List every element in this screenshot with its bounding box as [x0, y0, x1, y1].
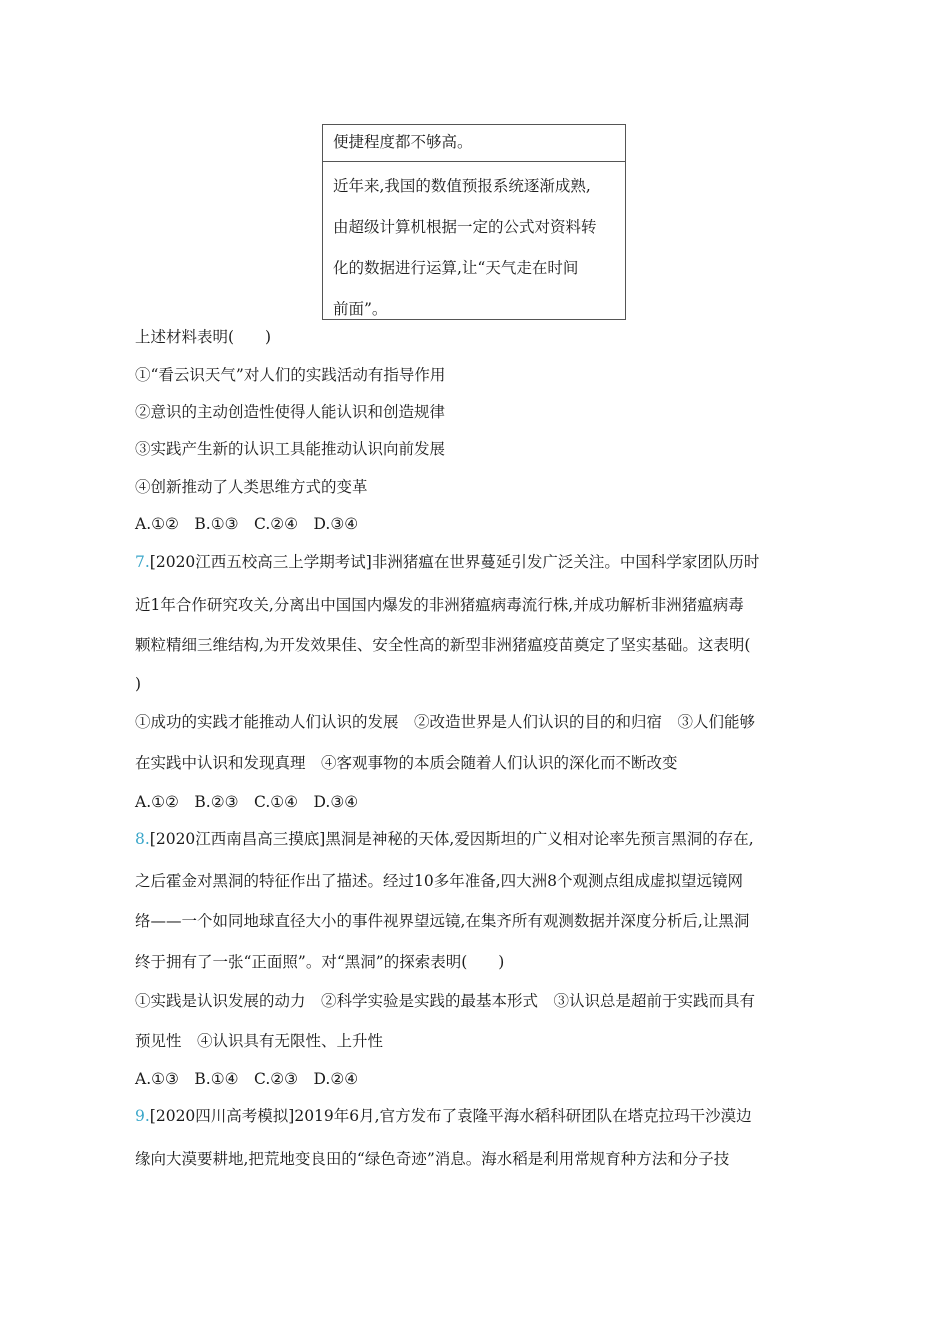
table-row-2-line: 由超级计算机根据一定的公式对资料转	[333, 218, 597, 236]
table-row-1: 便捷程度都不够高。	[323, 125, 625, 162]
q6-option-2: ②意识的主动创造性使得人能认识和创造规律	[135, 403, 446, 421]
q8-line-3: 络——一个如同地球直径大小的事件视界望远镜,在集齐所有观测数据并深度分析后,让黑洞	[135, 912, 750, 930]
q8-text: [2020江西南昌高三摸底]黑洞是神秘的天体,爱因斯坦的广义相对论率先预言黑洞的存在,	[149, 830, 754, 848]
q8-line-2: 之后霍金对黑洞的特征作出了描述。经过10多年准备,四大洲8个观测点组成虚拟望远镜网	[135, 872, 744, 890]
q8-options-2: 预见性 ④认识具有无限性、上升性	[135, 1032, 384, 1050]
q7-options-2: 在实践中认识和发现真理 ④客观事物的本质会随着人们认识的深化而不断改变	[135, 754, 678, 772]
q7-answers: A.①② B.②③ C.①④ D.③④	[135, 793, 359, 811]
material-table	[322, 124, 626, 320]
q8-answers: A.①③ B.①④ C.②③ D.②④	[135, 1070, 359, 1088]
q7-line-2: 近1年合作研究攻关,分离出中国国内爆发的非洲猪瘟病毒流行株,并成功解析非洲猪瘟病毒	[135, 596, 744, 614]
q9-number: 9.	[135, 1107, 150, 1125]
table-row-2-line: 前面”。	[333, 300, 388, 318]
q6-option-3: ③实践产生新的认识工具能推动认识向前发展	[135, 440, 446, 458]
q9-line-1	[135, 1105, 752, 1127]
q6-option-4: ④创新推动了人类思维方式的变革	[135, 478, 368, 496]
q6-stem: 上述材料表明( )	[135, 328, 272, 346]
q6-option-1: ①“看云识天气”对人们的实践活动有指导作用	[135, 366, 446, 384]
q9-text: [2020四川高考模拟]2019年6月,官方发布了袁隆平海水稻科研团队在塔克拉玛干沙漠边	[149, 1107, 752, 1125]
q7-text: [2020江西五校高三上学期考试]非洲猪瘟在世界蔓延引发广泛关注。中国科学家团队历时	[149, 553, 760, 571]
table-row-2-line: 近年来,我国的数值预报系统逐渐成熟,	[333, 177, 591, 195]
q7-line-1	[135, 551, 759, 573]
q8-number: 8.	[135, 830, 150, 848]
q8-line-4: 终于拥有了一张“正面照”。对“黑洞”的探索表明( )	[135, 953, 505, 971]
table-row-2	[323, 162, 625, 330]
q7-line-3: 颗粒精细三维结构,为开发效果佳、安全性高的新型非洲猪瘟疫苗奠定了坚实基础。这表明(	[135, 636, 751, 654]
q7-number: 7.	[135, 553, 150, 571]
table-row-2-line: 化的数据进行运算,让“天气走在时间	[333, 259, 579, 277]
q7-options-1: ①成功的实践才能推动人们认识的发展 ②改造世界是人们认识的目的和归宿 ③人们能够	[135, 713, 756, 731]
q7-line-4: )	[135, 675, 142, 693]
q8-line-1	[135, 828, 754, 850]
q9-line-2: 缘向大漠要耕地,把荒地变良田的“绿色奇迹”消息。海水稻是利用常规育种方法和分子技	[135, 1150, 730, 1168]
q6-answers: A.①② B.①③ C.②④ D.③④	[135, 515, 359, 533]
q8-options-1: ①实践是认识发展的动力 ②科学实验是实践的最基本形式 ③认识总是超前于实践而具有	[135, 992, 756, 1010]
